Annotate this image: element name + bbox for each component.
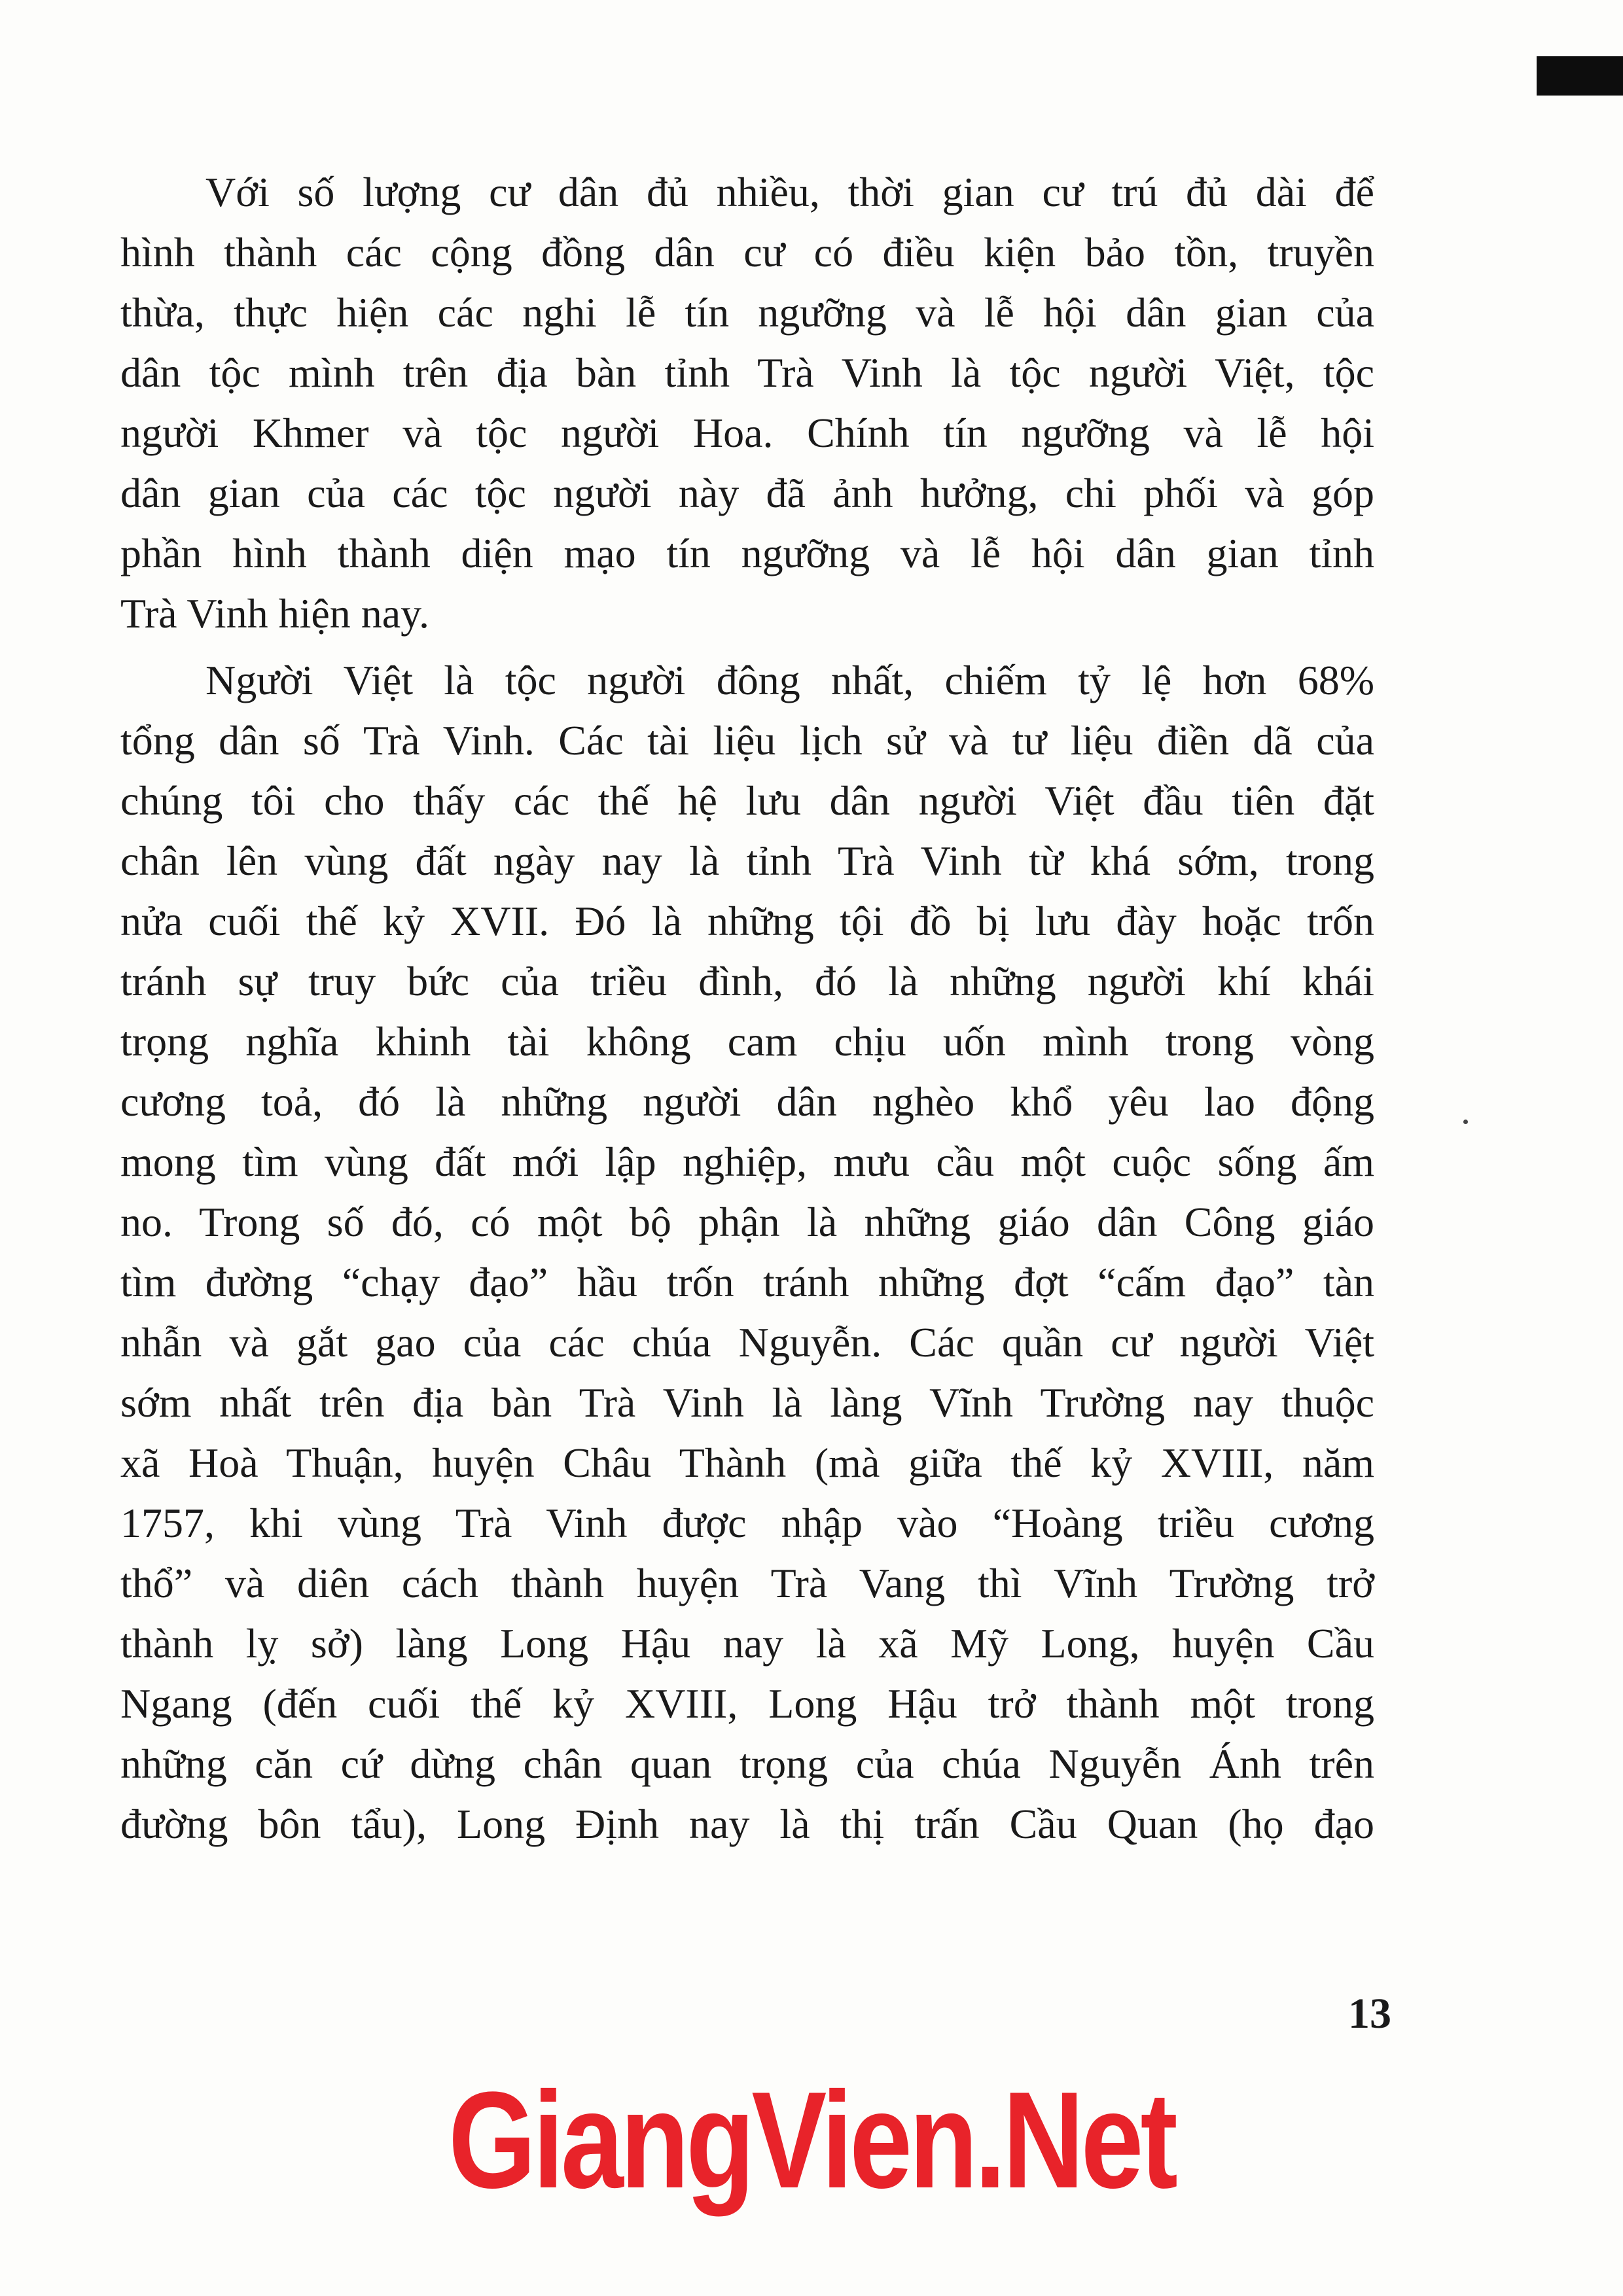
text-line: trọng nghĩa khinh tài không cam chịu uốn mình trong vòng bbox=[120, 1018, 1374, 1065]
body-text bbox=[120, 162, 1374, 1854]
text-line: Ngang (đến cuối thế kỷ XVIII, Long Hậu trở thành một trong bbox=[120, 1680, 1374, 1727]
page-number: 13 bbox=[1348, 1990, 1391, 2038]
text-line: chân lên vùng đất ngày nay là tỉnh Trà Vinh từ khá sớm, trong bbox=[120, 838, 1374, 884]
text-line: 1757, khi vùng Trà Vinh được nhập vào “Hoàng triều cương bbox=[120, 1500, 1374, 1546]
paragraph-1 bbox=[120, 162, 1374, 644]
text-line: những căn cứ dừng chân quan trọng của chúa Nguyễn Ánh trên bbox=[120, 1740, 1374, 1787]
text-line: thành lỵ sở) làng Long Hậu nay là xã Mỹ Long, huyện Cầu bbox=[120, 1620, 1374, 1667]
text-line: đường bôn tẩu), Long Định nay là thị trấn Cầu Quan (họ đạo bbox=[120, 1801, 1374, 1847]
page-edge-tab bbox=[1537, 56, 1623, 96]
text-line: dân tộc mình trên địa bàn tỉnh Trà Vinh là tộc người Việt, tộc bbox=[120, 349, 1374, 396]
paragraph-2 bbox=[120, 650, 1374, 1854]
text-line: nhẫn và gắt gao của các chúa Nguyễn. Các quần cư người Việt bbox=[120, 1319, 1374, 1366]
text-line: phần hình thành diện mạo tín ngưỡng và lễ hội dân gian tỉnh bbox=[120, 530, 1374, 576]
text-line: tìm đường “chạy đạo” hầu trốn tránh những đợt “cấm đạo” tàn bbox=[120, 1259, 1374, 1305]
text-line: hình thành các cộng đồng dân cư có điều kiện bảo tồn, truyền bbox=[120, 229, 1374, 275]
text-line: no. Trong số đó, có một bộ phận là những giáo dân Công giáo bbox=[120, 1199, 1374, 1245]
text-line: thổ” và diên cách thành huyện Trà Vang thì Vĩnh Trường trở bbox=[120, 1560, 1374, 1606]
text-line: mong tìm vùng đất mới lập nghiệp, mưu cầu một cuộc sống ấm bbox=[120, 1139, 1374, 1185]
text-line: thừa, thực hiện các nghi lễ tín ngưỡng và lễ hội dân gian của bbox=[120, 289, 1374, 336]
text-line: chúng tôi cho thấy các thế hệ lưu dân người Việt đầu tiên đặt bbox=[120, 777, 1374, 824]
text-line: cương toả, đó là những người dân nghèo khổ yêu lao động bbox=[120, 1078, 1374, 1125]
watermark-logo: GiangVien.Net bbox=[448, 2063, 1175, 2217]
text-line: dân gian của các tộc người này đã ảnh hưởng, chi phối và góp bbox=[120, 470, 1374, 516]
scan-speck bbox=[1463, 1120, 1468, 1124]
text-line: người Khmer và tộc người Hoa. Chính tín ngưỡng và lễ hội bbox=[120, 410, 1374, 456]
text-line: Trà Vinh hiện nay. bbox=[120, 590, 429, 637]
text-line: Người Việt là tộc người đông nhất, chiếm tỷ lệ hơn 68% bbox=[205, 657, 1374, 703]
text-line: tổng dân số Trà Vinh. Các tài liệu lịch sử và tư liệu điền dã của bbox=[120, 717, 1374, 764]
text-line: xã Hoà Thuận, huyện Châu Thành (mà giữa thế kỷ XVIII, năm bbox=[120, 1439, 1374, 1486]
text-line: Với số lượng cư dân đủ nhiều, thời gian cư trú đủ dài để bbox=[205, 169, 1374, 215]
text-line: tránh sự truy bức của triều đình, đó là những người khí khái bbox=[120, 958, 1374, 1004]
text-line: sớm nhất trên địa bàn Trà Vinh là làng Vĩnh Trường nay thuộc bbox=[120, 1379, 1374, 1426]
text-line: nửa cuối thế kỷ XVII. Đó là những tội đồ bị lưu đày hoặc trốn bbox=[120, 898, 1374, 944]
